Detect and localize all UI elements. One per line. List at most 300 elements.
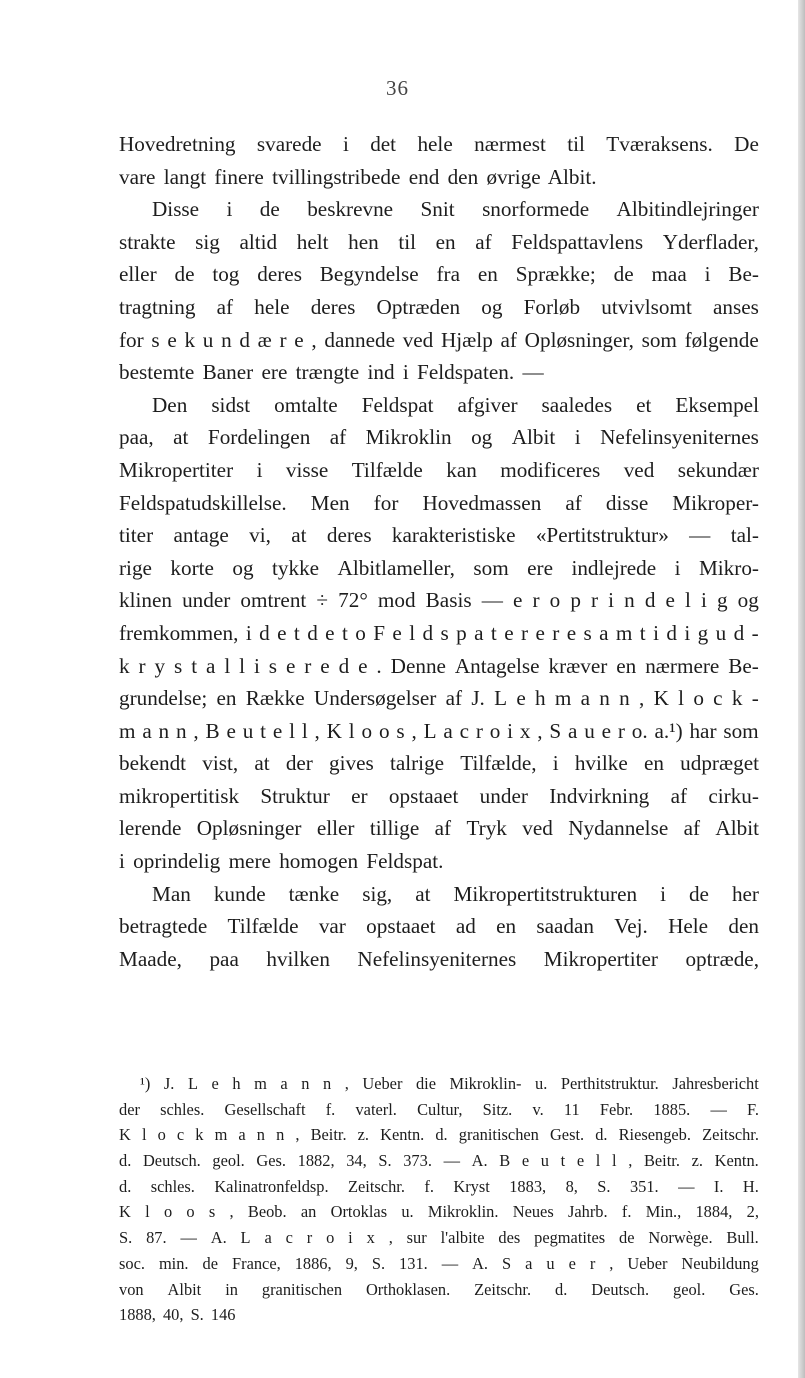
word: sekundær	[677, 457, 759, 482]
text-line	[119, 421, 759, 454]
word: i	[552, 751, 559, 776]
word: F	[373, 620, 386, 645]
footnote-word: Zeitschr.	[474, 1279, 532, 1299]
footnote-word: a	[238, 1125, 246, 1145]
word: J.	[471, 686, 485, 711]
word: deres	[257, 262, 302, 287]
word: Mikropertiter	[119, 457, 234, 482]
word: h	[535, 686, 546, 711]
word: y	[154, 653, 166, 678]
word: e	[277, 620, 287, 645]
word: s	[440, 620, 449, 645]
footnote-word: Ges.	[729, 1279, 759, 1299]
word: Albitindlejringer	[616, 197, 759, 222]
footnote-word: t	[560, 1151, 566, 1171]
word: Feldspatudskillelse.	[119, 490, 287, 515]
word: som	[723, 718, 759, 743]
word: Tværaksens.	[606, 132, 713, 156]
footnote-word: d.	[119, 1176, 132, 1196]
word: s	[268, 653, 278, 678]
word: af	[565, 490, 582, 515]
word: hele	[417, 132, 453, 156]
word: l	[239, 653, 246, 678]
word: til	[398, 229, 416, 254]
word: «Pertitstruktur»	[535, 523, 669, 548]
word: det	[370, 132, 397, 156]
word: Disse	[152, 197, 200, 222]
word: o	[489, 718, 501, 743]
footnote-word: 9,	[345, 1253, 358, 1273]
word: Mikropertiter	[543, 946, 658, 971]
footnote-word: z.	[357, 1125, 370, 1145]
word: gives	[329, 751, 374, 776]
footnote-word: Ges.	[256, 1151, 286, 1171]
footnote-word: K	[119, 1202, 131, 1222]
text-line	[119, 812, 759, 845]
text-line	[119, 715, 759, 748]
word: Nefelinsyeniternes	[600, 425, 759, 450]
footnote-word: u	[546, 1253, 555, 1273]
footnote-word: n	[322, 1074, 332, 1093]
footnote-word: 373.	[403, 1151, 432, 1171]
word: e	[392, 620, 402, 645]
word: i	[253, 653, 260, 678]
word: maa	[651, 262, 687, 287]
word: Hele	[668, 914, 709, 939]
text-line	[119, 552, 759, 585]
word: K	[326, 718, 342, 743]
word: de	[613, 262, 634, 287]
word: modificeres	[500, 457, 601, 482]
word: betragtede	[119, 914, 208, 939]
word: cirku-	[708, 783, 759, 808]
word: ,	[314, 718, 320, 743]
word: de	[259, 197, 280, 222]
word: fra	[436, 262, 461, 287]
word: under	[479, 783, 528, 808]
word: Snit	[420, 197, 455, 222]
footnote-word: Gest.	[549, 1125, 585, 1145]
footnote-word: 87.	[146, 1228, 167, 1248]
word: sig,	[362, 881, 393, 906]
word: ,	[411, 718, 417, 743]
word: t	[293, 620, 300, 645]
text-line	[119, 943, 759, 976]
word: Sprække;	[515, 262, 596, 287]
footnote-word: f.	[424, 1176, 434, 1196]
footnote-word: S.	[597, 1176, 611, 1196]
word: c	[459, 718, 469, 743]
text-line	[119, 910, 759, 943]
word: p	[570, 588, 581, 613]
word: Tilfælde,	[460, 751, 537, 776]
word: under	[182, 588, 231, 613]
word: a	[580, 686, 591, 711]
word: a	[568, 718, 578, 743]
footnote-word: Zeitschr.	[348, 1176, 405, 1196]
word: ,	[193, 718, 199, 743]
word: r	[279, 327, 287, 352]
footnote-word: d.	[555, 1279, 568, 1299]
word: t	[639, 620, 646, 645]
word: e	[535, 620, 545, 645]
footnote-line	[119, 1199, 759, 1225]
footnote-word: a	[264, 1228, 272, 1248]
footnote-word: Deutsch.	[591, 1279, 650, 1299]
word: r	[591, 588, 599, 613]
word: deres	[310, 294, 356, 319]
page-number: 36	[386, 76, 409, 100]
word: i	[704, 262, 711, 287]
footnote-word: Kentn.	[714, 1151, 759, 1171]
word: i	[256, 457, 263, 482]
footnote-word: ,	[229, 1202, 234, 1222]
footnote-word: L	[187, 1074, 198, 1093]
word: dannede	[324, 327, 395, 352]
footnote-word: m	[214, 1125, 228, 1145]
word: Mikro-	[698, 555, 759, 580]
word: d	[422, 620, 434, 645]
word: l	[289, 718, 295, 743]
text-line	[119, 584, 759, 617]
word: r	[138, 653, 146, 678]
word: Albit	[511, 425, 556, 450]
footnote-word: vaterl.	[355, 1099, 397, 1119]
word: r	[552, 620, 560, 645]
word: Struktur	[260, 783, 330, 808]
text-line	[119, 487, 759, 520]
word: a	[206, 653, 216, 678]
word: r	[475, 718, 483, 743]
footnote-word: Beitr.	[310, 1125, 347, 1145]
word: d	[259, 620, 270, 645]
word: ,	[311, 327, 317, 352]
word: B	[205, 718, 220, 743]
word: i	[245, 620, 252, 645]
word: af	[434, 816, 452, 841]
word: af	[445, 686, 463, 711]
word: og	[232, 555, 254, 580]
footnote-word: o	[326, 1228, 335, 1248]
footnote-word: 2,	[746, 1202, 759, 1222]
word: n	[624, 588, 635, 613]
word: antage	[173, 523, 229, 548]
word: ved	[402, 327, 434, 352]
word: Nefelinsyeniternes	[357, 946, 517, 971]
footnote-word: u	[540, 1151, 549, 1171]
word: Yderflader,	[662, 229, 759, 254]
footnote-word: S.	[119, 1228, 133, 1248]
footnote-word: 1884,	[695, 1202, 733, 1222]
word: Fordelingen	[207, 425, 311, 450]
footnote-word: Bull.	[726, 1228, 759, 1248]
footnote-word: o	[163, 1202, 173, 1222]
footnote-word: 1885.	[653, 1099, 691, 1119]
footnote-word: a	[280, 1074, 288, 1093]
word: e	[320, 653, 330, 678]
word: tykke	[272, 555, 320, 580]
word: o	[693, 686, 704, 711]
word: 72°	[338, 588, 368, 613]
footnote-word: c	[285, 1228, 293, 1248]
footnote-word: —	[678, 1176, 695, 1196]
word: l	[224, 653, 231, 678]
footnote-word: S	[502, 1253, 512, 1273]
word: Mikropertitstrukturen	[453, 881, 638, 906]
footnote-line: 1888, 40, S. 146	[119, 1305, 236, 1325]
word: vi,	[249, 523, 271, 548]
word: i	[608, 588, 615, 613]
footnote-word: Albit	[167, 1279, 202, 1299]
word: d	[644, 588, 656, 613]
word: en	[643, 751, 664, 776]
footnote-word: sur	[406, 1228, 427, 1248]
footnote-word: l	[611, 1151, 617, 1171]
footnote-word: Min.,	[645, 1202, 682, 1222]
text-line	[119, 682, 759, 715]
word: ,	[639, 686, 645, 711]
footnote-word: c	[176, 1125, 185, 1145]
footnote-word: Febr.	[599, 1099, 634, 1119]
word: tænke	[288, 881, 340, 906]
word: Mikroklin	[365, 425, 452, 450]
word: n	[221, 327, 232, 352]
text-line	[119, 226, 759, 259]
word: Begyndelse	[319, 262, 419, 287]
footnote-word: Perthitstruktur.	[560, 1074, 659, 1093]
footnote-word: d.	[119, 1151, 132, 1171]
word: o	[361, 718, 373, 743]
word: r	[532, 588, 540, 613]
footnotes	[119, 1071, 759, 1328]
word: L	[494, 686, 508, 711]
word: u	[242, 718, 254, 743]
footnote-word: l	[145, 1202, 150, 1222]
word: o.	[631, 718, 648, 743]
word: til	[567, 132, 585, 156]
word: paa,	[119, 425, 154, 450]
word: e	[665, 588, 675, 613]
word: saadan	[536, 914, 595, 939]
footnote-line	[119, 1174, 759, 1200]
word: optræde,	[685, 946, 759, 971]
word: K	[653, 686, 669, 711]
word: s	[583, 620, 592, 645]
footnote-line	[119, 1148, 759, 1174]
footnote-word: von	[119, 1279, 144, 1299]
word: for	[373, 490, 399, 515]
word: o	[549, 588, 561, 613]
footnote-word: Norwège.	[648, 1228, 713, 1248]
footnote-word: —	[710, 1099, 727, 1119]
word: et	[636, 392, 652, 417]
footnote-word: H.	[742, 1176, 759, 1196]
footnote-word: B	[499, 1151, 511, 1171]
word: af	[683, 816, 701, 841]
footnote-word: 131.	[399, 1253, 428, 1273]
word: Albitlameller,	[337, 555, 455, 580]
footnote-word: 34,	[346, 1151, 367, 1171]
footnote-word: schles.	[150, 1176, 195, 1196]
text-line: bestemte Baner ere trængte ind i Feldspaten. —	[119, 360, 544, 385]
word: o	[355, 620, 366, 645]
word: r	[304, 653, 312, 678]
footnote-word: Deutsch.	[142, 1151, 201, 1171]
word: m	[615, 620, 633, 645]
word: n	[599, 686, 610, 711]
word: klinen	[119, 588, 172, 613]
footnote-line	[119, 1251, 759, 1277]
word: p	[456, 620, 467, 645]
word: Albit	[715, 816, 759, 841]
word: Opløsninger	[196, 816, 302, 841]
footnote-word: de	[619, 1228, 635, 1248]
word: hele	[254, 294, 290, 319]
word: De	[734, 132, 759, 156]
word: mikropertitisk	[119, 783, 240, 808]
word: i	[674, 555, 681, 580]
footnote-line	[119, 1122, 759, 1148]
word: ad	[455, 914, 476, 939]
footnote-word: Mikroklin-	[449, 1074, 522, 1093]
footnote-word: x	[366, 1228, 375, 1248]
footnote-word: 11	[563, 1099, 580, 1119]
word: i	[342, 132, 349, 156]
footnote-word: z.	[691, 1151, 703, 1171]
word: Hjælp	[440, 327, 493, 352]
footnote-word: Jahrb.	[567, 1202, 608, 1222]
footnote-word: der	[119, 1099, 140, 1119]
word: der	[285, 751, 313, 776]
word: Optræden	[376, 294, 461, 319]
word: s	[396, 718, 405, 743]
word: i	[653, 620, 659, 645]
footnote-word: ,	[388, 1228, 393, 1248]
word: i	[684, 620, 691, 645]
word: k	[184, 327, 196, 352]
word: af	[670, 783, 688, 808]
footnote-word: Orthoklasen.	[365, 1279, 451, 1299]
word: opstaaet	[388, 783, 459, 808]
word: hvilke	[574, 751, 628, 776]
word: i	[226, 197, 233, 222]
word: deres	[326, 523, 372, 548]
text-line: i oprindelig mere homogen Feldspat.	[119, 849, 444, 874]
word: Indvirkning	[549, 783, 650, 808]
footnote-word: pegmatites	[534, 1228, 606, 1248]
word: n	[619, 686, 630, 711]
footnote-word: schles.	[160, 1099, 205, 1119]
word: talrige	[389, 751, 445, 776]
footnote-word: n	[256, 1125, 265, 1145]
word: —	[481, 588, 503, 613]
text-line	[119, 324, 759, 357]
text-line	[119, 389, 759, 422]
word: l	[348, 718, 355, 743]
footnote-word: K	[119, 1125, 131, 1145]
footnote-line	[119, 1097, 759, 1123]
word: ved	[623, 457, 655, 482]
word: eller	[316, 816, 355, 841]
word: Hovedmassen	[422, 490, 542, 515]
footnote-word: s	[208, 1202, 216, 1222]
word: svarede	[256, 132, 322, 156]
word: l	[301, 718, 308, 743]
word: t	[260, 718, 267, 743]
word: har	[689, 718, 717, 743]
footnote-word: 1883,	[509, 1176, 547, 1196]
word: r	[520, 620, 529, 645]
word: utvivlsomt	[601, 294, 692, 319]
word: i	[660, 881, 666, 906]
text-line	[119, 291, 759, 324]
footnote-word: die	[415, 1074, 436, 1093]
word: Den	[152, 392, 188, 417]
footnote-word: soc.	[119, 1253, 145, 1273]
word: s	[174, 653, 183, 678]
word: en	[435, 229, 456, 254]
word: indlejrede	[571, 555, 657, 580]
word: e	[167, 327, 177, 352]
footnote-word: min.	[158, 1253, 189, 1273]
word: ÷	[316, 588, 329, 613]
word: d	[338, 653, 350, 678]
word: -	[751, 686, 759, 711]
footnote-word: granitischen	[261, 1279, 343, 1299]
word: nærmere	[645, 653, 720, 678]
footnote-word: e	[521, 1151, 530, 1171]
word: opstaaet	[366, 914, 436, 939]
word: Eksempel	[675, 392, 759, 417]
word: Feldspattavlens	[511, 229, 644, 254]
footnote-word: geol.	[212, 1151, 245, 1171]
footnote-word: r	[306, 1228, 313, 1248]
word: d	[733, 620, 745, 645]
word: omtrent	[240, 588, 307, 613]
word: saaledes	[541, 392, 613, 417]
word: t	[191, 653, 198, 678]
footnote-word: Ueber	[362, 1074, 403, 1093]
word: karakteristiske	[391, 523, 516, 548]
text-line	[119, 193, 759, 226]
footnote-word: Beitr.	[643, 1151, 680, 1171]
text-line	[119, 258, 759, 291]
word: at	[291, 523, 307, 548]
footnote-word: A.	[471, 1151, 488, 1171]
word: d	[307, 620, 318, 645]
word: kan	[446, 457, 477, 482]
footnote-word: d.	[435, 1125, 448, 1145]
footnote-word: S.	[371, 1253, 386, 1273]
footnote-word: 1882,	[297, 1151, 335, 1171]
footnote-word: 8,	[565, 1176, 578, 1196]
word: d	[239, 327, 250, 352]
word: l	[685, 588, 691, 613]
word: s	[151, 327, 160, 352]
footnote-word: 351.	[629, 1176, 659, 1196]
word: strakte	[119, 229, 176, 254]
text-line	[119, 650, 759, 683]
word: e	[566, 620, 577, 645]
word: eller	[119, 262, 157, 287]
word: i	[701, 588, 707, 613]
word: Basis	[425, 588, 472, 613]
word: e	[294, 327, 304, 352]
word: en	[616, 653, 637, 678]
footnote-word: o	[157, 1125, 166, 1145]
word: og	[471, 425, 493, 450]
word: u	[584, 718, 595, 743]
